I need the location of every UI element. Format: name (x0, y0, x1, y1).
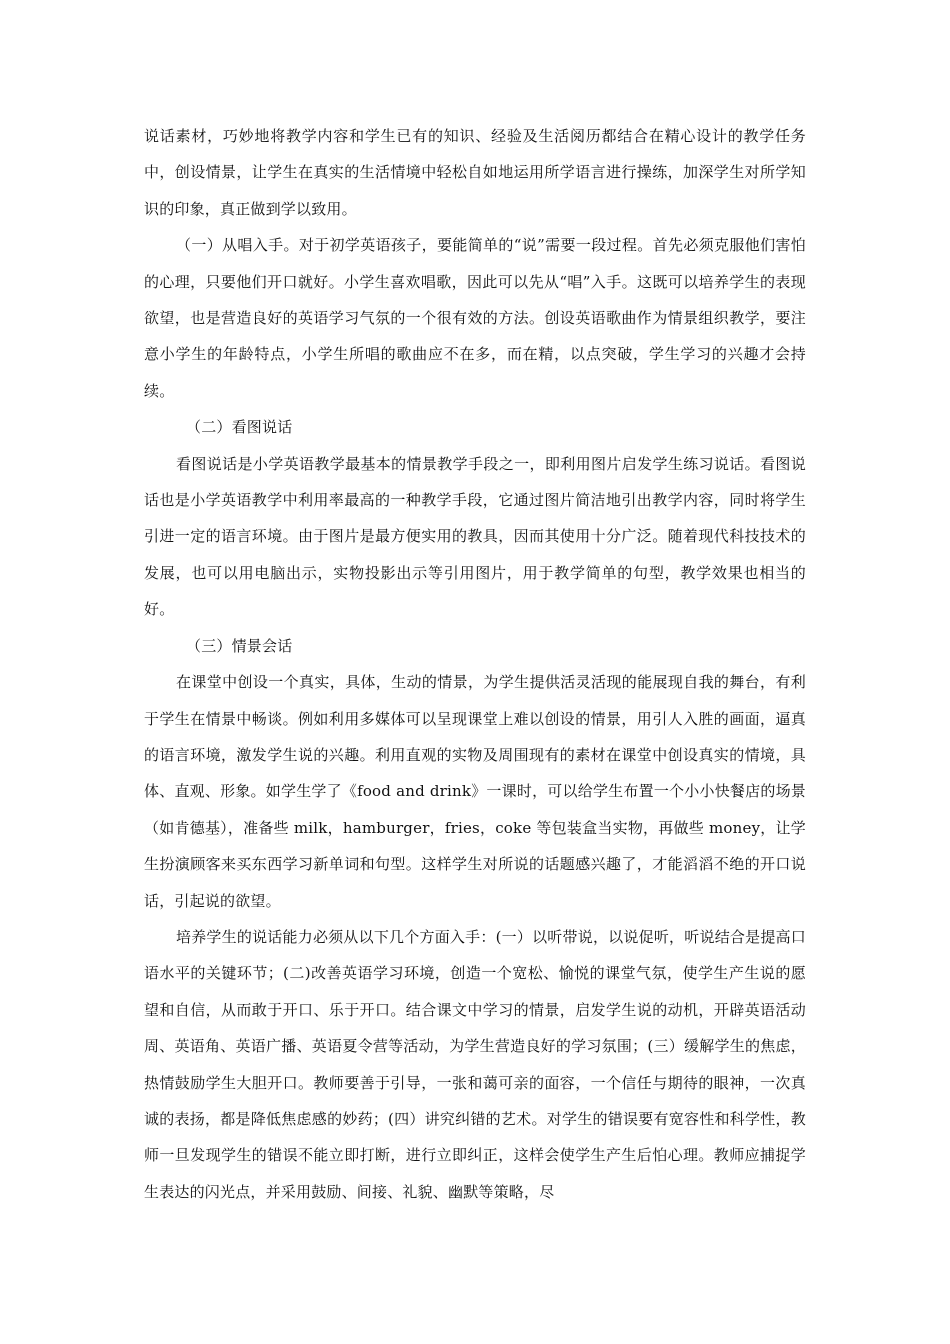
paragraph-situational-dialogue: 在课堂中创设一个真实，具体，生动的情景，为学生提供活灵活现的能展现自我的舞台，有利于学生在情景中畅谈。例如利用多媒体可以呈现课堂上难以创设的情景，用引人入胜的画面，逼真的语言环境，激发学生说的兴趣。利用直观的实物及周围现有的素材在课堂中创设真实的情境，具体、直观、形象。如学生学了《food and drink》一课时，可以给学生布置一个小小快餐店的场景（如肯德基），准备些 milk，hamburger，fries，coke 等包装盒当实物，再做些 money，让学生扮演顾客来买东西学习新单词和句型。这样学生对所说的话题感兴趣了，才能滔滔不绝的开口说话，引起说的欲望。 (144, 673, 806, 910)
heading-situational-dialogue: （三）情景会话 (186, 636, 293, 655)
paragraph-sing-approach: （一）从唱入手。对于初学英语孩子，要能简单的“说”需要一段过程。首先必须克服他们害怕的心理，只要他们开口就好。小学生喜欢唱歌，因此可以先从“唱”入手。这既可以培养学生的表现欲望，也是营造良好的英语学习气氛的一个很有效的方法。创设英语歌曲作为情景组织教学，要注意小学生的年龄特点，小学生所唱的歌曲应不在多，而在精，以点突破，学生学习的兴趣才会持续。 (144, 236, 806, 400)
paragraph-speaking-methods: 培养学生的说话能力必须从以下几个方面入手：(一）以听带说，以说促听，听说结合是提高口语水平的关键环节；(二)改善英语学习环境，创造一个宽松、愉悦的课堂气氛，使学生产生说的愿望和自信，从而敢于开口、乐于开口。结合课文中学习的情景，启发学生说的动机，开辟英语活动周、英语角、英语广播、英语夏令营等活动，为学生营造良好的学习氛围；(三）缓解学生的焦虑，热情鼓励学生大胆开口。教师要善于引导，一张和蔼可亲的面容，一个信任与期待的眼神，一次真诚的表扬，都是降低焦虑感的妙药；(四）讲究纠错的艺术。对学生的错误要有宽容性和科学性，教师一旦发现学生的错误不能立即打断，进行立即纠正，这样会使学生产生后怕心理。教师应捕捉学生表达的闪光点，并采用鼓励、间接、礼貌、幽默等策略，尽 (144, 927, 806, 1201)
paragraph-picture-talk: 看图说话是小学英语教学最基本的情景教学手段之一，即利用图片启发学生练习说话。看图说话也是小学英语教学中利用率最高的一种教学手段，它通过图片简洁地引出教学内容，同时将学生引进一定的语言环境。由于图片是最方便实用的教具，因而其使用十分广泛。随着现代科技技术的发展，也可以用电脑出示，实物投影出示等引用图片，用于教学简单的句型，教学效果也相当的好。 (144, 454, 806, 619)
heading-picture-talk: （二）看图说话 (186, 418, 293, 437)
document-page (144, 118, 806, 1210)
paragraph-intro-continued: 说话素材，巧妙地将教学内容和学生已有的知识、经验及生活阅历都结合在精心设计的教学任务中，创设情景，让学生在真实的生活情境中轻松自如地运用所学语言进行操练，加深学生对所学知识的印象，真正做到学以致用。 (144, 127, 806, 218)
